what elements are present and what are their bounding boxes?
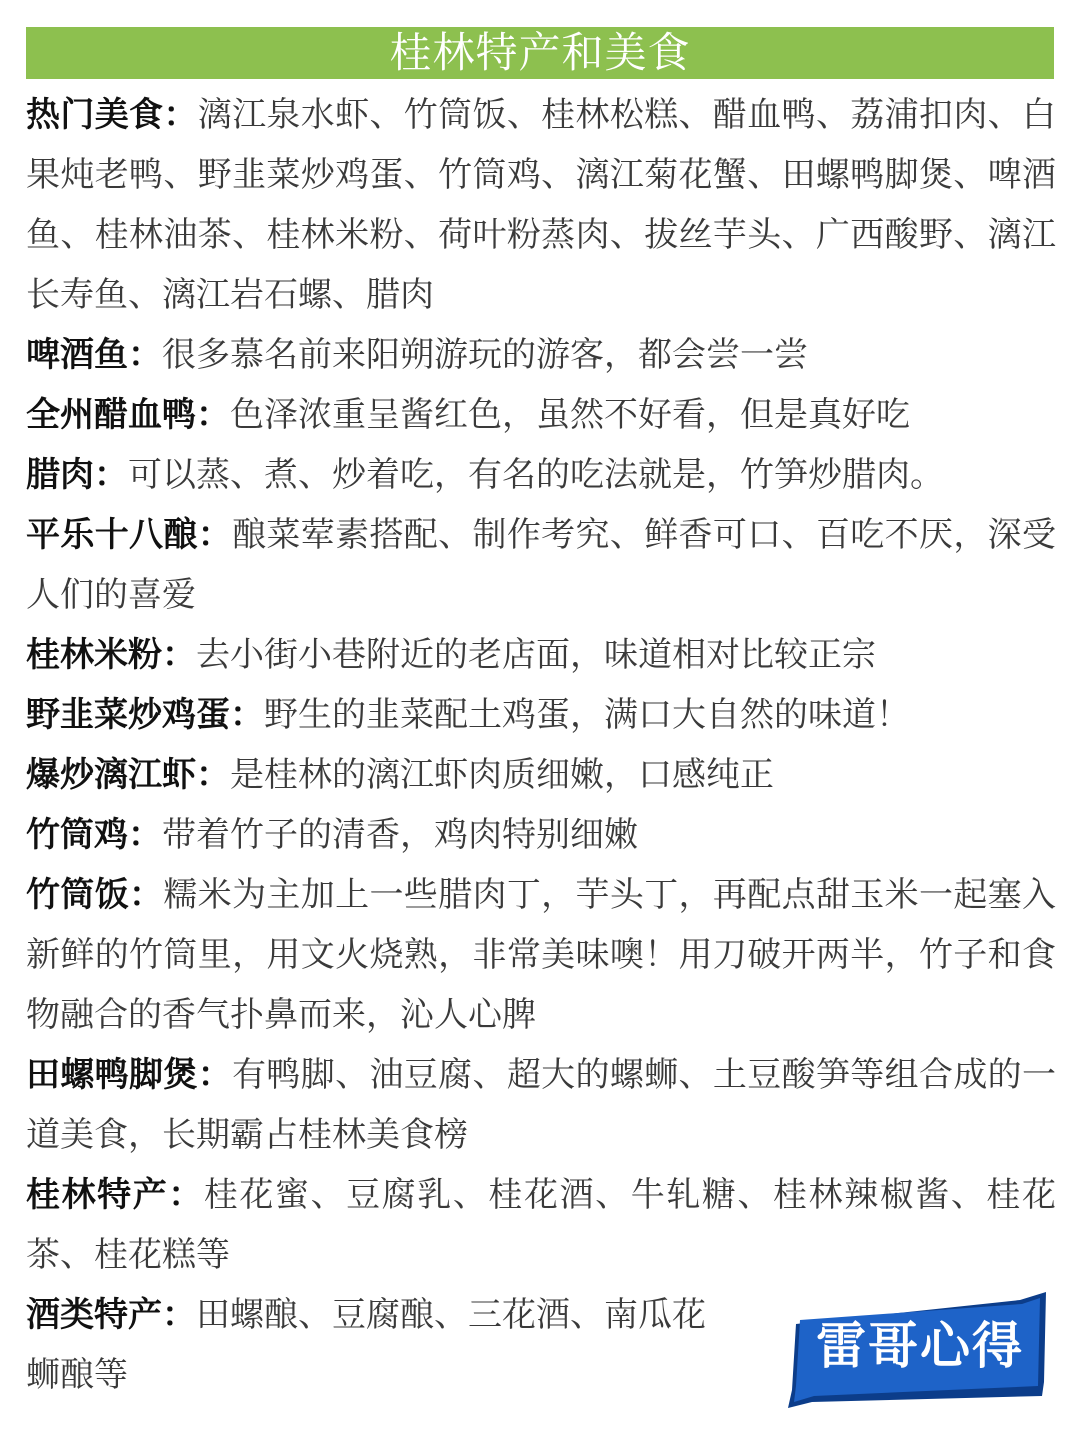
entry-vinegar-blood-duck xyxy=(26,385,1056,445)
entry-text: 酿菜荤素搭配、制作考究、鲜香可口、百吃不厌，深受人们的喜爱 xyxy=(26,515,1057,615)
entry-text: 野生的韭菜配土鸡蛋，满口大自然的味道！ xyxy=(264,695,910,735)
entry-rice-noodles xyxy=(26,625,1056,685)
entry-specialties xyxy=(26,1165,1056,1285)
entry-label: 桂林特产： xyxy=(26,1175,204,1215)
entry-label: 野韭菜炒鸡蛋： xyxy=(26,695,264,735)
entry-text: 桂花蜜、豆腐乳、桂花酒、牛轧糖、桂林辣椒酱、桂花茶、桂花糕等 xyxy=(26,1175,1057,1275)
entry-text: 有鸭脚、油豆腐、超大的螺蛳、土豆酸笋等组合成的一道美食，长期霸占桂林美食榜 xyxy=(26,1055,1057,1155)
entry-label: 竹筒饭： xyxy=(26,875,164,915)
entry-label: 竹筒鸡： xyxy=(26,815,162,855)
entry-label: 啤酒鱼： xyxy=(26,335,162,375)
entry-text: 糯米为主加上一些腊肉丁，芋头丁，再配点甜玉米一起塞入新鲜的竹筒里，用文火烧熟，非常美味噢！用刀破开两半，竹子和食物融合的香气扑鼻而来，沁人心脾 xyxy=(26,875,1057,1035)
entry-pingle-stuffed xyxy=(26,505,1056,625)
entry-text: 带着竹子的清香，鸡肉特别细嫩 xyxy=(162,815,638,855)
entry-bamboo-chicken xyxy=(26,805,1056,865)
entry-label: 热门美食： xyxy=(26,95,198,135)
entry-cured-meat xyxy=(26,445,1056,505)
entry-chive-egg xyxy=(26,685,1056,745)
entry-label: 爆炒漓江虾： xyxy=(26,755,230,795)
entry-fried-shrimp xyxy=(26,745,1056,805)
entry-label: 腊肉： xyxy=(26,455,128,495)
entry-beer-fish xyxy=(26,325,1056,385)
entry-bamboo-rice xyxy=(26,865,1056,1045)
entry-text: 漓江泉水虾、竹筒饭、桂林松糕、醋血鸭、荔浦扣肉、白果炖老鸭、野韭菜炒鸡蛋、竹筒鸡、漓江菊花蟹、田螺鸭脚煲、啤酒鱼、桂林油茶、桂林米粉、荷叶粉蒸肉、拔丝芋头、广西酸野、漓江长寿鱼、漓江岩石螺、腊肉 xyxy=(26,95,1057,315)
title-banner xyxy=(26,27,1054,79)
entry-text: 色泽浓重呈酱红色，虽然不好看，但是真好吃 xyxy=(230,395,910,435)
entry-text: 蛳酿等 xyxy=(26,1355,128,1395)
entry-label: 全州醋血鸭： xyxy=(26,395,230,435)
entry-label: 桂林米粉： xyxy=(26,635,196,675)
entry-text: 是桂林的漓江虾肉质细嫩，口感纯正 xyxy=(230,755,774,795)
entry-label: 田螺鸭脚煲： xyxy=(26,1055,233,1095)
watermark-text: 雷哥心得 xyxy=(816,1317,1024,1375)
entry-text: 去小街小巷附近的老店面，味道相对比较正宗 xyxy=(196,635,876,675)
watermark-badge xyxy=(784,1290,1056,1410)
page-title: 桂林特产和美食 xyxy=(389,28,691,77)
entry-text: 田螺酿、豆腐酿、三花酒、南瓜花 xyxy=(196,1295,706,1335)
food-list xyxy=(26,85,1056,1405)
entry-text: 很多慕名前来阳朔游玩的游客，都会尝一尝 xyxy=(162,335,808,375)
entry-label: 酒类特产： xyxy=(26,1295,196,1335)
entry-label: 平乐十八酿： xyxy=(26,515,233,555)
entry-hot-food xyxy=(26,85,1056,325)
entry-snail-duck-pot xyxy=(26,1045,1056,1165)
entry-text: 可以蒸、煮、炒着吃，有名的吃法就是，竹笋炒腊肉。 xyxy=(128,455,944,495)
